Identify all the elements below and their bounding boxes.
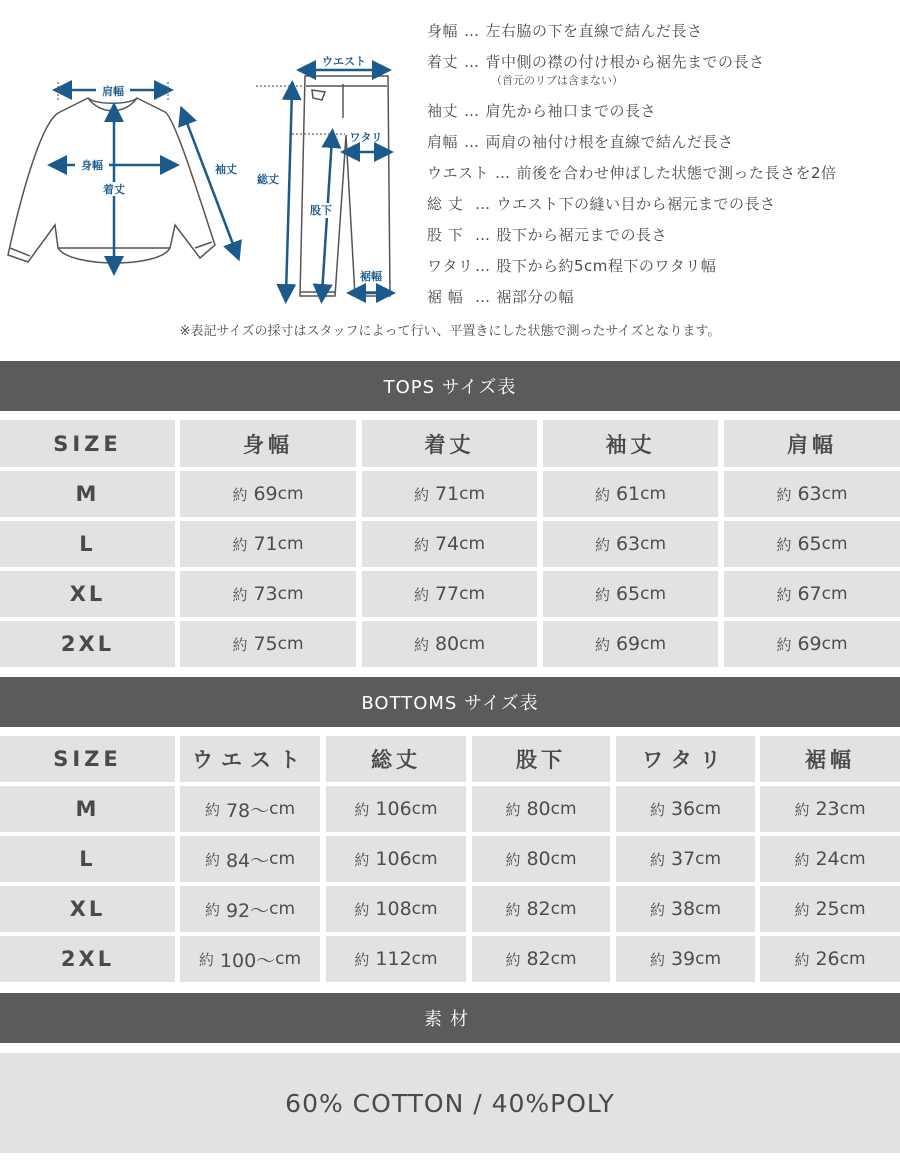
approx-prefix: 約 — [776, 535, 792, 554]
label-waist: ウエスト — [322, 55, 366, 68]
table-cell — [180, 936, 320, 982]
approx-prefix: 約 — [354, 850, 370, 869]
sweatshirt-illustration — [8, 98, 215, 263]
approx-prefix: 約 — [594, 485, 610, 504]
label-length: 着丈 — [103, 183, 125, 196]
definition-row — [427, 131, 734, 152]
definition-term: 肩幅 — [427, 133, 459, 151]
definition-separator: … — [464, 53, 480, 71]
table-cell — [616, 836, 755, 882]
unit: cm — [839, 849, 866, 869]
label-inseam: 股下 — [310, 204, 332, 217]
unit: cm — [459, 634, 486, 654]
definition-term: ウエスト — [427, 164, 490, 182]
cell-value: 77 — [434, 583, 460, 605]
definition-term: 股 下 — [427, 226, 464, 244]
measurement-note: ※表記サイズの採寸はスタッフによって行い、平置きにした状態で測ったサイズとなります。 — [179, 324, 721, 339]
size-label-cell: XL — [0, 886, 175, 932]
unit: cm — [640, 534, 667, 554]
table-cell — [724, 521, 900, 567]
approx-prefix: 約 — [594, 535, 610, 554]
cell-value: 25 — [815, 898, 840, 920]
cell-value: 69 — [253, 483, 278, 505]
approx-prefix: 約 — [354, 950, 370, 969]
table-cell — [180, 521, 356, 567]
table-cell — [180, 886, 320, 932]
size-diagram — [0, 0, 420, 310]
table-cell — [362, 571, 537, 617]
cell-value: 69 — [615, 633, 641, 655]
cell-value: 39 — [670, 948, 696, 970]
table-cell — [362, 621, 537, 667]
unit: cm — [550, 799, 577, 819]
label-body-width: 身幅 — [81, 159, 103, 172]
table-header-cell: SIZE — [0, 420, 175, 467]
unit: cm — [640, 584, 667, 604]
size-label-cell: L — [0, 836, 175, 882]
unit: cm — [277, 584, 304, 604]
approx-prefix: 約 — [649, 950, 665, 969]
cell-value: 106 — [375, 798, 412, 820]
approx-prefix: 約 — [413, 585, 429, 604]
approx-prefix: 約 — [198, 950, 214, 969]
table-header-cell: 裾幅 — [760, 736, 900, 782]
table-cell — [180, 571, 356, 617]
approx-prefix: 約 — [649, 800, 665, 819]
definition-description: 肩先から袖口までの長さ — [485, 102, 657, 120]
cell-value: 74 — [434, 533, 460, 555]
cell-value: 67 — [797, 583, 822, 605]
definition-term: 総 丈 — [427, 195, 464, 213]
unit: cm — [821, 484, 848, 504]
approx-prefix: 約 — [776, 485, 792, 504]
definition-description: 背中側の襟の付け根から裾先までの長さ — [485, 53, 765, 71]
approx-prefix: 約 — [594, 635, 610, 654]
approx-prefix: 約 — [232, 535, 248, 554]
table-header-cell: 股下 — [472, 736, 610, 782]
pants-illustration — [300, 76, 390, 296]
unit: cm — [550, 849, 577, 869]
table-cell — [724, 621, 900, 667]
definition-term: ワタリ — [427, 257, 474, 275]
table-cell — [472, 836, 610, 882]
cell-value: 80 — [526, 848, 551, 870]
definition-description: 股下から裾元までの長さ — [496, 226, 668, 244]
unit: cm — [459, 534, 486, 554]
approx-prefix: 約 — [204, 800, 220, 819]
definition-description: 股下から約5cm程下のワタリ幅 — [496, 257, 717, 275]
definition-description: 左右脇の下を直線で結んだ長さ — [485, 22, 703, 40]
approx-prefix: 約 — [776, 635, 792, 654]
definition-description: 前後を合わせ伸ばした状態で測った長さを2倍 — [516, 164, 837, 182]
table-header-cell: 袖丈 — [543, 420, 718, 467]
approx-prefix: 約 — [505, 850, 521, 869]
unit: cm — [411, 949, 438, 969]
unit: cm — [695, 899, 722, 919]
approx-prefix: 約 — [794, 800, 810, 819]
table-cell — [760, 836, 900, 882]
table-cell — [180, 471, 356, 517]
definition-separator: … — [464, 22, 480, 40]
table-header-cell: 身幅 — [180, 420, 356, 467]
cell-value: 61 — [615, 483, 641, 505]
label-sleeve: 袖丈 — [215, 163, 237, 176]
cell-value: 73 — [253, 583, 278, 605]
approx-prefix: 約 — [594, 585, 610, 604]
table-cell — [760, 786, 900, 832]
approx-prefix: 約 — [794, 850, 810, 869]
approx-prefix: 約 — [354, 900, 370, 919]
unit: cm — [839, 799, 866, 819]
unit: cm — [411, 799, 438, 819]
definition-separator: … — [495, 164, 511, 182]
definition-description: 裾部分の幅 — [496, 288, 575, 306]
cell-value: 65 — [615, 583, 641, 605]
definition-term: 裾 幅 — [427, 288, 464, 306]
cell-value: 80 — [526, 798, 551, 820]
table-header-cell: ワタリ — [616, 736, 755, 782]
bottoms-section-header: BOTTOMS サイズ表 — [0, 677, 900, 727]
cell-value: 100～ — [219, 949, 276, 972]
label-total-length: 総丈 — [257, 173, 279, 186]
table-cell — [362, 471, 537, 517]
approx-prefix: 約 — [232, 585, 248, 604]
table-cell — [180, 836, 320, 882]
definition-subnote: （首元のリブは含まない） — [491, 74, 623, 87]
cell-value: 23 — [815, 798, 840, 820]
table-cell — [543, 621, 718, 667]
table-cell — [760, 886, 900, 932]
definition-row — [427, 193, 776, 214]
definition-row — [427, 224, 667, 245]
cell-value: 63 — [797, 483, 822, 505]
material-section-header: 素材 — [0, 993, 900, 1043]
approx-prefix: 約 — [505, 800, 521, 819]
cell-value: 63 — [615, 533, 641, 555]
unit: cm — [411, 849, 438, 869]
table-header-cell: SIZE — [0, 736, 175, 782]
cell-value: 112 — [375, 948, 412, 970]
unit: cm — [269, 799, 296, 819]
table-cell — [326, 786, 466, 832]
cell-value: 82 — [526, 898, 551, 920]
cell-value: 80 — [434, 633, 460, 655]
table-cell — [180, 786, 320, 832]
table-header-cell: 肩幅 — [724, 420, 900, 467]
approx-prefix: 約 — [232, 635, 248, 654]
size-label-cell: 2XL — [0, 936, 175, 982]
unit: cm — [695, 949, 722, 969]
cell-value: 82 — [526, 948, 551, 970]
cell-value: 108 — [375, 898, 412, 920]
unit: cm — [821, 534, 848, 554]
unit: cm — [839, 949, 866, 969]
cell-value: 106 — [375, 848, 412, 870]
unit: cm — [821, 584, 848, 604]
cell-value: 24 — [815, 848, 840, 870]
definition-row — [427, 162, 837, 183]
tops-section-header: TOPS サイズ表 — [0, 361, 900, 411]
unit: cm — [695, 849, 722, 869]
definition-term: 袖丈 — [427, 102, 459, 120]
table-cell — [616, 786, 755, 832]
table-cell — [724, 571, 900, 617]
unit: cm — [821, 634, 848, 654]
unit: cm — [459, 484, 486, 504]
definition-separator: … — [475, 288, 491, 306]
definition-description: ウエスト下の縫い目から裾元までの長さ — [496, 195, 776, 213]
cell-value: 69 — [797, 633, 822, 655]
approx-prefix: 約 — [354, 800, 370, 819]
size-label-cell: M — [0, 471, 175, 517]
cell-value: 38 — [670, 898, 696, 920]
unit: cm — [550, 949, 577, 969]
definition-row — [427, 286, 574, 307]
unit: cm — [640, 484, 667, 504]
table-cell — [543, 571, 718, 617]
definition-separator: … — [464, 133, 480, 151]
table-cell — [326, 836, 466, 882]
label-shoulder: 肩幅 — [102, 85, 124, 98]
definition-row — [427, 255, 716, 276]
size-label-cell: L — [0, 521, 175, 567]
size-label-cell: 2XL — [0, 621, 175, 667]
approx-prefix: 約 — [232, 485, 248, 504]
table-cell — [472, 936, 610, 982]
table-header-cell: 着丈 — [362, 420, 537, 467]
cell-value: 65 — [797, 533, 822, 555]
unit: cm — [411, 899, 438, 919]
definition-separator: … — [464, 102, 480, 120]
table-cell — [326, 886, 466, 932]
cell-value: 71 — [253, 533, 278, 555]
unit: cm — [550, 899, 577, 919]
label-thigh: ワタリ — [349, 131, 383, 144]
table-cell — [472, 886, 610, 932]
unit: cm — [277, 534, 304, 554]
cell-value: 37 — [670, 848, 696, 870]
approx-prefix: 約 — [204, 900, 220, 919]
size-label-cell: XL — [0, 571, 175, 617]
material-value: 60% COTTON / 40%POLY — [0, 1053, 900, 1153]
definition-separator: … — [475, 257, 491, 275]
definition-term: 身幅 — [427, 22, 459, 40]
cell-value: 78～ — [225, 799, 270, 822]
approx-prefix: 約 — [649, 900, 665, 919]
approx-prefix: 約 — [794, 950, 810, 969]
unit: cm — [839, 899, 866, 919]
approx-prefix: 約 — [505, 900, 521, 919]
approx-prefix: 約 — [413, 485, 429, 504]
table-cell — [724, 471, 900, 517]
table-cell — [362, 521, 537, 567]
table-cell — [616, 936, 755, 982]
cell-value: 92～ — [225, 899, 270, 922]
cell-value: 36 — [670, 798, 696, 820]
unit: cm — [695, 799, 722, 819]
approx-prefix: 約 — [794, 900, 810, 919]
label-hem: 裾幅 — [360, 270, 382, 283]
approx-prefix: 約 — [776, 585, 792, 604]
definition-row — [427, 51, 765, 72]
definition-separator: … — [475, 195, 491, 213]
definition-row — [427, 20, 703, 41]
table-header-cell: 総丈 — [326, 736, 466, 782]
table-cell — [760, 936, 900, 982]
size-label-cell: M — [0, 786, 175, 832]
table-cell — [180, 621, 356, 667]
approx-prefix: 約 — [505, 950, 521, 969]
cell-value: 84～ — [225, 849, 270, 872]
definition-term: 着丈 — [427, 53, 459, 71]
definition-description: 両肩の袖付け根を直線で結んだ長さ — [485, 133, 734, 151]
table-cell — [472, 786, 610, 832]
unit: cm — [277, 634, 304, 654]
table-cell — [616, 886, 755, 932]
approx-prefix: 約 — [649, 850, 665, 869]
definition-row — [427, 100, 656, 121]
unit: cm — [269, 899, 296, 919]
table-cell — [326, 936, 466, 982]
table-cell — [543, 521, 718, 567]
cell-value: 75 — [253, 633, 278, 655]
unit: cm — [277, 484, 304, 504]
unit: cm — [275, 949, 302, 969]
cell-value: 26 — [815, 948, 840, 970]
cell-value: 71 — [434, 483, 460, 505]
approx-prefix: 約 — [204, 850, 220, 869]
approx-prefix: 約 — [413, 535, 429, 554]
unit: cm — [459, 584, 486, 604]
approx-prefix: 約 — [413, 635, 429, 654]
definition-separator: … — [475, 226, 491, 244]
unit: cm — [640, 634, 667, 654]
table-header-cell: ウエスト — [180, 736, 320, 782]
table-cell — [543, 471, 718, 517]
unit: cm — [269, 849, 296, 869]
